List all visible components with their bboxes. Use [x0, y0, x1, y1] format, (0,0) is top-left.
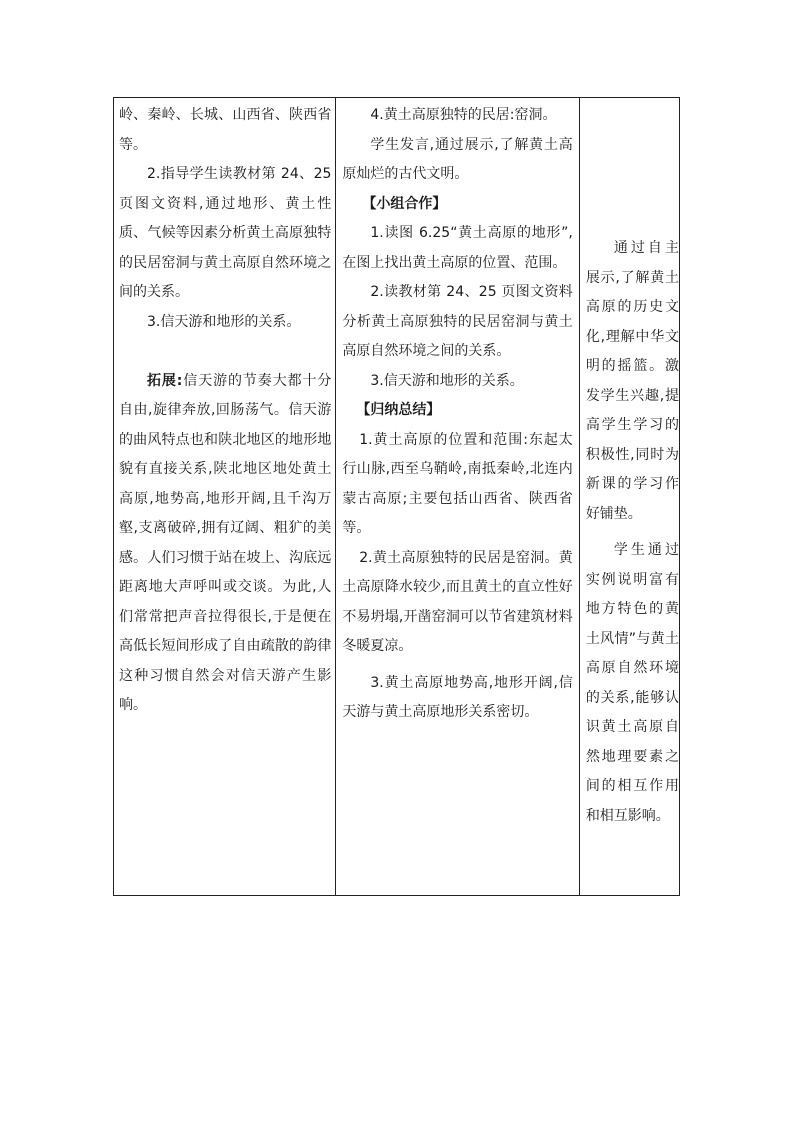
group-work-heading: 【小组合作】: [362, 195, 447, 212]
summary-item: 1.黄土高原的位置和范围:东起太行山脉,西至乌鞘岭,南抵秦岭,北连内蒙古高原;主要包括山西省、陕西省等。: [342, 431, 573, 536]
summary-item: 2.黄土高原独特的民居是窑洞。黄土高原降水较少,而且黄土的直立性好不易坍塌,开凿窑洞可以节省建筑材料冬暖夏凉。: [342, 549, 573, 654]
landmarks-text: 岭、秦岭、长城、山西省、陕西省等。: [119, 107, 332, 153]
table-row: [114, 98, 680, 896]
summary-heading: 【归纳总结】: [356, 402, 441, 418]
spacer: [586, 529, 679, 536]
design-intent-text: 通过自主展示,了解黄土高原的历史文化,理解中华文明的摇篮。激发学生兴趣,提高学生学习的积极性,同时为新课的学习作好铺垫。: [585, 240, 679, 522]
guide-reading-text: 2.指导学生读教材第 24、25 页图文资料,通过地形、黄土性质、气候等因素分析黄土高原独特的民居窑洞与黄土高原自然环境之间的关系。: [119, 166, 332, 300]
spacer: [342, 662, 572, 669]
group-item: 2.读教材第 24、25 页图文资料分析黄土高原独特的民居窑洞与黄土高原自然环境之间的关系。: [342, 284, 573, 359]
teacher-activity-cell: [114, 98, 336, 896]
extension-paragraph: [119, 367, 331, 721]
summary-item: 3.黄土高原地势高,地形开阔,信天游与黄土高原地形关系密切。: [342, 674, 573, 720]
group-item: 3.信天游和地形的关系。: [370, 372, 524, 389]
extension-text: 信天游的节奏大都十分自由,旋律奔放,回肠荡气。信天游的曲风特点也和陕北地区的地形地貌有直接关系,陕北地区地处黄土高原,地势高,地形开阔,且千沟万壑,支离破碎,拥有辽阔、粗犷的美感。人们习惯于站在坡上、沟底远距离地大声呼叫或交谈。为此,人们常常把声音拉得很长,于是便在高低长短间形成了自由疏散的韵律这种习惯自然会对信天游产生影响。: [119, 372, 332, 713]
student-activity-cell: [336, 98, 579, 896]
design-intent-text: 学生通过实例说明富有地方特色的黄土风情”与黄土高原自然环境的关系,能够认识黄土高原自然地理要素之间的相互作用和相互影响。: [585, 542, 679, 824]
xintianyou-topic-text: 3.信天游和地形的关系。: [147, 313, 301, 330]
spacer: [119, 337, 331, 367]
extension-label: 拓展:: [147, 372, 183, 389]
group-item: 1.读图 6.25“黄土高原的地形”,在图上找出黄土高原的位置、范围。: [342, 225, 573, 271]
design-intent-cell: [579, 98, 679, 896]
student-presentation-text: 学生发言,通过展示,了解黄土高原灿烂的古代文明。: [342, 136, 573, 182]
cave-dwelling-text: 4.黄土高原独特的民居:窑洞。: [370, 107, 557, 123]
lesson-plan-table: [113, 97, 680, 896]
